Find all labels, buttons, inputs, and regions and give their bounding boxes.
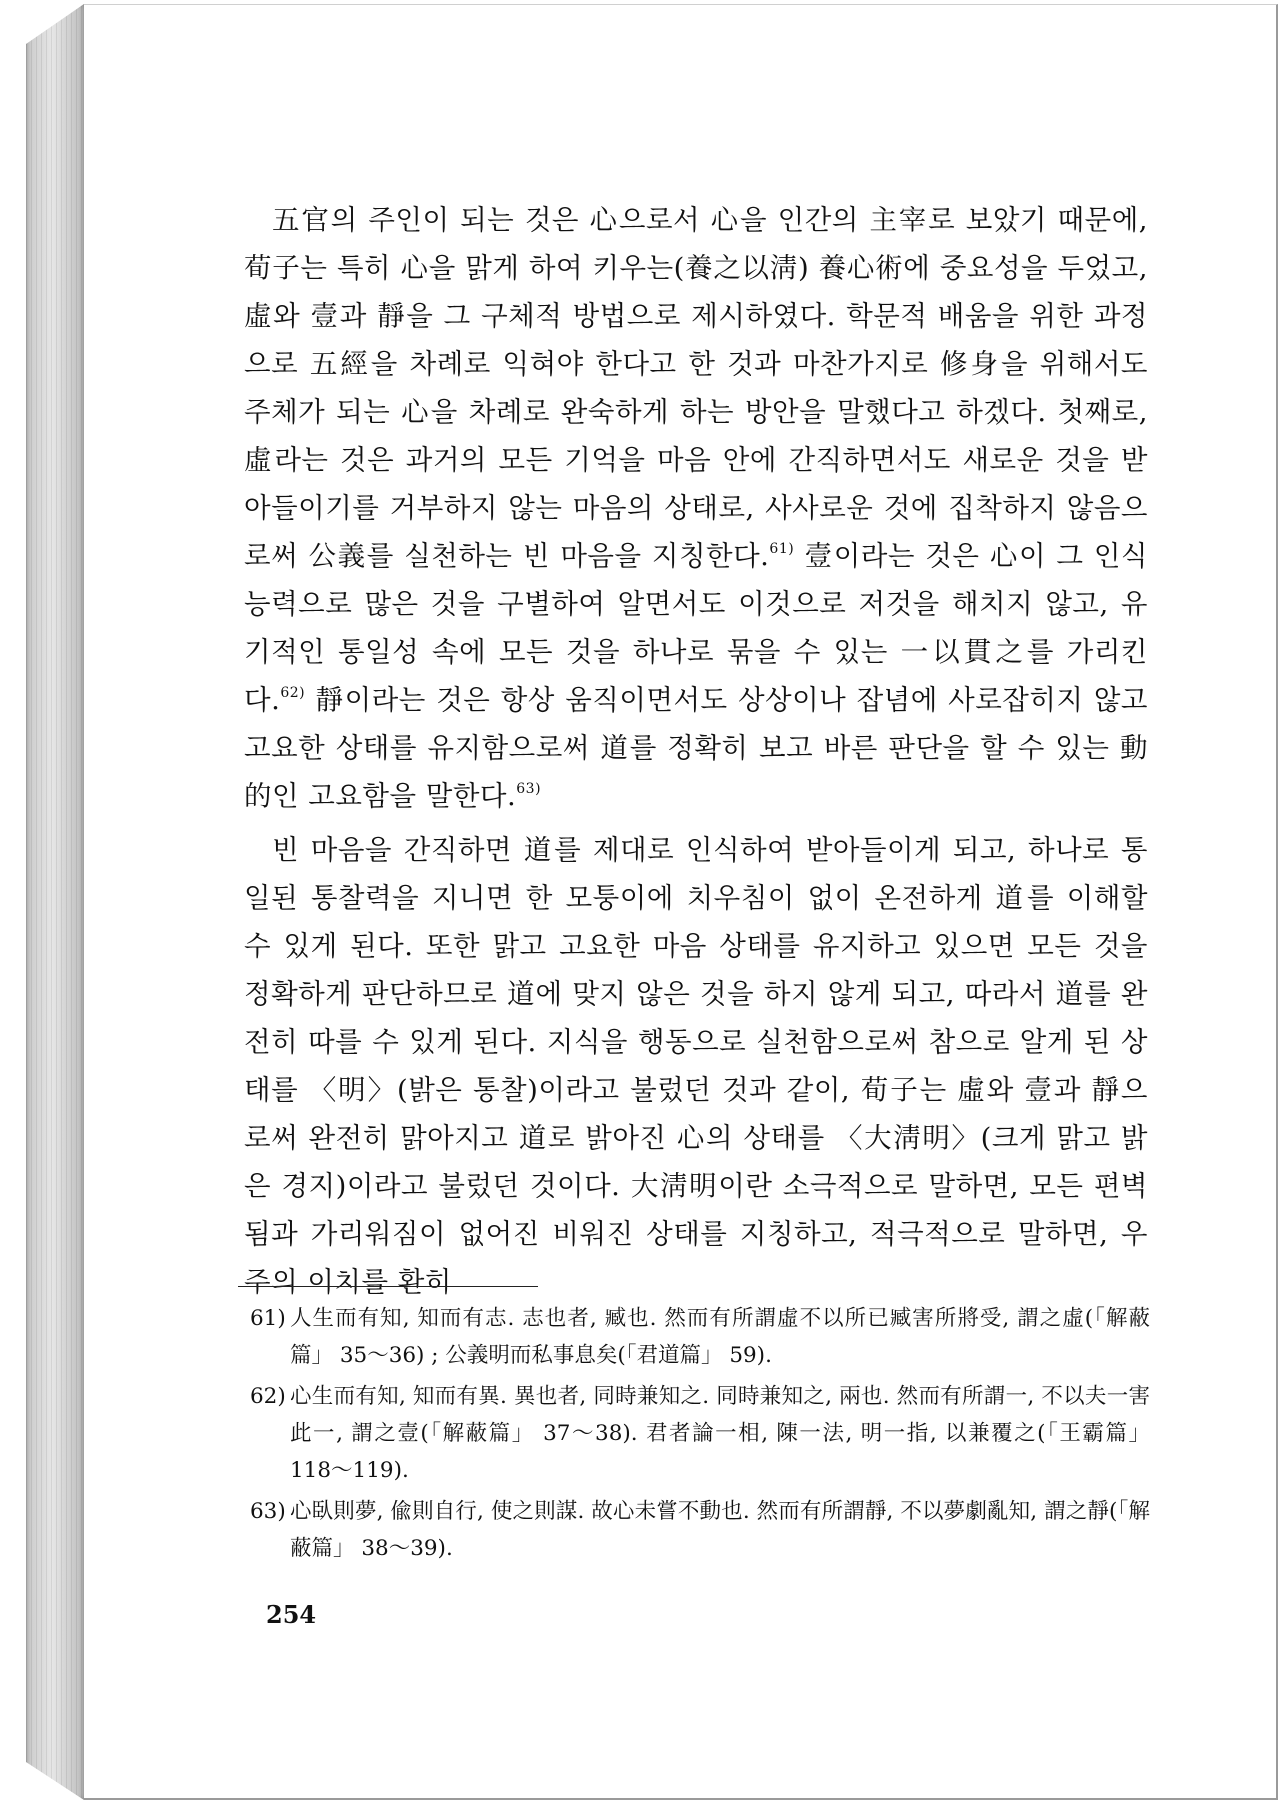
paragraph-1-sentence-c: 靜이라는 것은 항상 움직이면서도 상상이나 잡념에 사로잡히지 않고 고요한 상태를 유지함으로써 道를 정확히 보고 바른 판단을 할 수 있는 動的인 고요함을 말한다. xyxy=(244,684,1148,812)
footnote-ref-63: 63) xyxy=(516,781,542,797)
paragraph-2: 빈 마음을 간직하면 道를 제대로 인식하여 받아들이게 되고, 하나로 통일된 통찰력을 지니면 한 모퉁이에 치우침이 없이 온전하게 道를 이해할 수 있게 된다. 또한 맑고 고요한 마음 상태를 유지하고 있으면 모든 것을 정확하게 판단하므로 道에 맞지 않은 것을 하지 않게 되고, 따라서 道를 완전히 따를 수 있게 된다. 지식을 행동으로 실천함으로써 참으로 알게 된 상태를 〈明〉(밝은 통찰)이라고 불렀던 것과 같이, 荀子는 虛와 壹과 靜으로써 완전히 맑아지고 道로 밝아진 心의 상태를 〈大淸明〉(크게 맑고 밝은 경지)이라고 불렀던 것이다. 大淸明이란 소극적으로 말하면, 모든 편벽됨과 가리워짐이 없어진 비워진 상태를 지칭하고, 적극적으로 말하면, 우주의 이치를 환히 xyxy=(244,834,1148,1298)
footnote-text: 心臥則夢, 偸則自行, 使之則謀. 故心未嘗不動也. 然而有所謂靜, 不以夢劇亂知, 謂之靜(「解蔽篇」 38〜39). xyxy=(290,1499,1150,1561)
footnote-separator xyxy=(238,1286,538,1287)
paragraph-1-sentence-a: 五官의 주인이 되는 것은 心으로서 心을 인간의 主宰로 보았기 때문에, 荀子는 특히 心을 맑게 하여 키우는(養之以淸) 養心術에 중요성을 두었고, 虛와 壹과 靜을 그 구체적 방법으로 제시하였다. 학문적 배움을 위한 과정으로 五經을 차례로 익혀야 한다고 한 것과 마찬가지로 修身을 위해서도 주체가 되는 心을 차례로 완숙하게 하는 방안을 말했다고 하겠다. 첫째로, 虛라는 것은 과거의 모든 기억을 마음 안에 간직하면서도 새로운 것을 받아들이기를 거부하지 않는 마음의 상태로, 사사로운 것에 집착하지 않음으로써 公義를 실천하는 빈 마음을 지칭한다. xyxy=(244,204,1148,572)
footnote-number: 61) xyxy=(250,1306,286,1331)
footnote-ref-62: 62) xyxy=(280,685,306,701)
footnote-text: 心生而有知, 知而有異. 異也者, 同時兼知之. 同時兼知之, 兩也. 然而有所謂一, 不以夫一害此一, 謂之壹(「解蔽篇」 37〜38). 君者論一相, 陳一法, 明一指, 以兼覆之(「王霸篇」 118〜119). xyxy=(290,1384,1150,1483)
paragraph-1 xyxy=(244,196,1148,820)
footnote-ref-61: 61) xyxy=(769,541,795,557)
paragraph-1-sentence-b: 壹이라는 것은 心이 그 인식능력으로 많은 것을 구별하여 알면서도 이것으로 저것을 해치지 않고, 유기적인 통일성 속에 모든 것을 하나로 묶을 수 있는 一以貫之를 가리킨다. xyxy=(244,540,1149,716)
footnote-text: 人生而有知, 知而有志. 志也者, 臧也. 然而有所謂虛不以所已臧害所將受, 謂之虛(「解蔽篇」 35〜36) ; 公義明而私事息矣(「君道篇」 59). xyxy=(290,1306,1150,1368)
footnote-63 xyxy=(250,1493,1150,1567)
footnote-number: 63) xyxy=(250,1499,286,1524)
footnote-number: 62) xyxy=(250,1384,286,1409)
book-page-edge xyxy=(26,4,84,1800)
page-number: 254 xyxy=(266,1600,317,1629)
footnotes xyxy=(250,1300,1150,1571)
footnote-62 xyxy=(250,1378,1150,1489)
body-text xyxy=(244,196,1148,1306)
footnote-61 xyxy=(250,1300,1150,1374)
